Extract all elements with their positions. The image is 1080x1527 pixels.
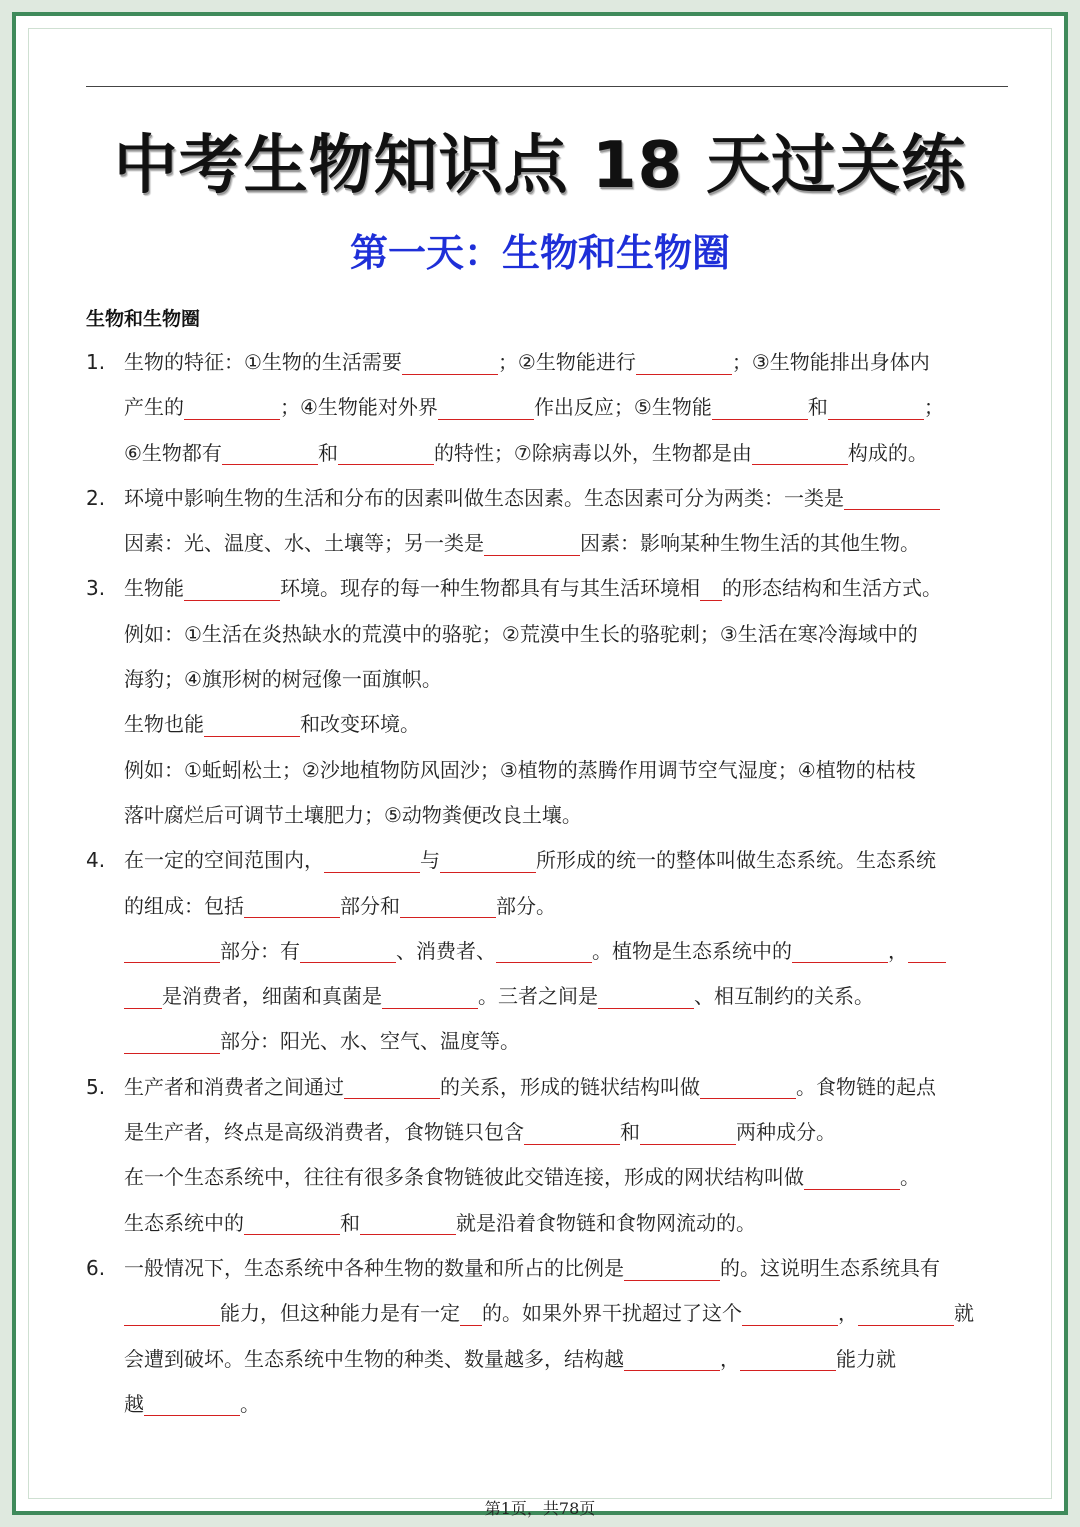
fill-blank — [184, 579, 280, 601]
text-line — [124, 748, 1006, 793]
text-segment: 构成的。 — [847, 440, 928, 465]
item-number: 2. — [86, 485, 106, 510]
text-segment: 和 — [620, 1120, 640, 1145]
text-segment: 的形态结构和生活方式。 — [722, 576, 942, 601]
text-line — [124, 566, 1006, 611]
fill-blank — [222, 443, 318, 465]
question-item — [86, 566, 1006, 838]
text-segment: 和改变环境。 — [300, 712, 420, 737]
fill-blank — [344, 1077, 440, 1099]
fill-blank — [752, 443, 848, 465]
fill-blank — [908, 941, 946, 963]
fill-blank — [740, 1349, 836, 1371]
item-number: 3. — [86, 576, 106, 601]
text-segment: 是生产者，终点是高级消费者，食物链只包含 — [124, 1120, 524, 1145]
fill-blank — [144, 1394, 240, 1416]
fill-blank — [440, 851, 536, 873]
fill-blank — [828, 398, 924, 420]
text-segment: 作出反应；⑤生物能 — [533, 395, 712, 420]
text-line — [124, 1201, 1006, 1246]
text-segment: 的组成：包括 — [124, 893, 244, 918]
text-segment: 落叶腐烂后可调节土壤肥力；⑤动物粪便改良土壤。 — [124, 802, 582, 827]
document-page — [12, 12, 1068, 1518]
text-segment: 就是沿着食物链和食物网流动的。 — [456, 1210, 756, 1235]
text-segment: 和 — [807, 395, 828, 420]
fill-blank — [700, 579, 722, 601]
text-line — [124, 1382, 1006, 1427]
fill-blank — [360, 1213, 456, 1235]
text-segment: 是消费者，细菌和真菌是 — [162, 984, 382, 1009]
item-body — [124, 1246, 1006, 1427]
text-segment: 。三者之间是 — [478, 984, 598, 1009]
text-segment: 部分。 — [496, 893, 556, 918]
fill-blank — [244, 896, 340, 918]
fill-blank — [402, 353, 498, 375]
fill-blank — [496, 941, 592, 963]
fill-blank — [438, 398, 534, 420]
fill-blank — [460, 1304, 482, 1326]
text-segment: 能力，但这种能力是有一定 — [220, 1301, 460, 1326]
item-body — [124, 476, 1006, 567]
fill-blank — [742, 1304, 838, 1326]
text-segment: 生物也能 — [124, 712, 204, 737]
fill-blank — [858, 1304, 954, 1326]
text-segment: 部分：阳光、水、空气、温度等。 — [220, 1029, 520, 1054]
fill-blank — [804, 1168, 900, 1190]
question-item — [86, 340, 1006, 476]
text-segment: 两种成分。 — [736, 1120, 836, 1145]
text-line — [124, 1291, 1006, 1336]
fill-blank — [124, 1032, 220, 1054]
text-segment: ⑥生物都有 — [124, 440, 222, 465]
text-segment: 能力就 — [836, 1346, 896, 1371]
text-segment: ， — [888, 938, 908, 963]
text-segment: 因素：影响某种生物生活的其他生物。 — [580, 531, 920, 556]
fill-blank — [640, 1123, 736, 1145]
fill-blank — [124, 941, 220, 963]
question-item — [86, 1065, 1006, 1246]
text-segment: 在一个生态系统中，往往有很多条食物链彼此交错连接，形成的网状结构叫做 — [124, 1165, 804, 1190]
text-line — [124, 476, 1006, 521]
item-body — [124, 838, 1006, 1064]
text-segment: 生物的特征：①生物的生活需要 — [124, 350, 402, 374]
text-segment: 生态系统中的 — [124, 1210, 244, 1235]
text-line — [124, 702, 1006, 747]
question-list — [86, 340, 1006, 1427]
text-segment: 。食物链的起点 — [796, 1074, 936, 1099]
fill-blank — [204, 715, 300, 737]
fill-blank — [184, 398, 280, 420]
item-number: 4. — [86, 848, 106, 873]
fill-blank — [124, 1304, 220, 1326]
text-segment: ， — [838, 1301, 858, 1326]
text-segment: 例如：①蚯蚓松土；②沙地植物防风固沙；③植物的蒸腾作用调节空气湿度；④植物的枯枝 — [124, 757, 916, 782]
text-line — [124, 431, 1006, 476]
item-number: 1. — [86, 350, 106, 374]
text-segment: 在一定的空间范围内， — [124, 848, 324, 873]
section-heading: 生物和生物圈 — [86, 308, 201, 330]
text-line — [124, 838, 1006, 883]
header-rule — [86, 86, 1008, 87]
text-segment: 的。如果外界干扰超过了这个 — [482, 1301, 742, 1326]
fill-blank — [844, 488, 940, 510]
text-line — [124, 385, 1006, 430]
text-line — [124, 657, 1006, 702]
fill-blank — [712, 398, 808, 420]
fill-blank — [338, 443, 434, 465]
text-line — [124, 793, 1006, 838]
text-line — [124, 1337, 1006, 1382]
text-segment: 越 — [124, 1391, 144, 1416]
fill-blank — [700, 1077, 796, 1099]
text-segment: 就 — [954, 1301, 974, 1326]
fill-blank — [624, 1349, 720, 1371]
text-segment: 。植物是生态系统中的 — [592, 938, 792, 963]
text-segment: 的。这说明生态系统具有 — [720, 1255, 940, 1280]
question-item — [86, 838, 1006, 1064]
text-segment: 海豹；④旗形树的树冠像一面旗帜。 — [124, 667, 442, 692]
text-segment: ， — [720, 1346, 740, 1371]
item-body — [124, 566, 1006, 838]
fill-blank — [624, 1259, 720, 1281]
text-segment: ；③生物能排出身体内 — [731, 350, 930, 374]
text-segment: 、相互制约的关系。 — [694, 984, 874, 1009]
item-number: 5. — [86, 1074, 106, 1099]
text-segment: 生物能 — [124, 576, 184, 601]
text-segment: 产生的 — [124, 395, 184, 420]
text-line — [124, 929, 1006, 974]
text-line — [124, 340, 1006, 385]
fill-blank — [598, 987, 694, 1009]
text-segment: 生产者和消费者之间通过 — [124, 1074, 344, 1099]
text-line — [124, 884, 1006, 929]
fill-blank — [636, 353, 732, 375]
text-line — [124, 1019, 1006, 1064]
text-line — [124, 1155, 1006, 1200]
text-segment: 会遭到破坏。生态系统中生物的种类、数量越多，结构越 — [124, 1346, 624, 1371]
text-segment: 。 — [240, 1391, 260, 1416]
page-number-footer: 第1页，共78页 — [484, 1499, 596, 1518]
text-segment: ；②生物能进行 — [497, 350, 636, 374]
fill-blank — [792, 941, 888, 963]
text-line — [124, 1246, 1006, 1291]
text-line — [124, 974, 1006, 1019]
text-segment: 部分：有 — [220, 938, 300, 963]
fill-blank — [484, 534, 580, 556]
question-item — [86, 1246, 1006, 1427]
fill-blank — [524, 1123, 620, 1145]
day-subtitle: 第一天：生物和生物圈 — [349, 231, 730, 275]
text-segment: 的关系，形成的链状结构叫做 — [440, 1074, 700, 1099]
text-segment: 环境中影响生物的生活和分布的因素叫做生态因素。生态因素可分为两类：一类是 — [124, 485, 844, 510]
text-segment: 的特性；⑦除病毒以外，生物都是由 — [433, 440, 752, 465]
fill-blank — [400, 896, 496, 918]
text-segment: 部分和 — [340, 893, 400, 918]
fill-blank — [124, 987, 162, 1009]
fill-blank — [382, 987, 478, 1009]
text-segment: ；④生物能对外界 — [280, 395, 438, 420]
fill-blank — [244, 1213, 340, 1235]
fill-blank — [300, 941, 396, 963]
text-segment: 所形成的统一的整体叫做生态系统。生态系统 — [536, 848, 936, 873]
text-line — [124, 1110, 1006, 1155]
main-title: 中考生物知识点 18 天过关练 — [113, 129, 967, 203]
text-segment: 和 — [317, 440, 338, 465]
text-segment: 和 — [340, 1210, 360, 1235]
text-segment: 因素：光、温度、水、土壤等；另一类是 — [124, 531, 484, 556]
text-segment: 、消费者、 — [396, 938, 496, 963]
text-segment: 与 — [420, 848, 440, 873]
text-segment: 环境。现存的每一种生物都具有与其生活环境相 — [280, 576, 700, 601]
text-segment: 一般情况下，生态系统中各种生物的数量和所占的比例是 — [124, 1255, 624, 1280]
fill-blank — [324, 851, 420, 873]
text-line — [124, 612, 1006, 657]
text-line — [124, 1065, 1006, 1110]
item-body — [124, 340, 1006, 476]
text-line — [124, 521, 1006, 566]
item-number: 6. — [86, 1255, 106, 1280]
question-item — [86, 476, 1006, 567]
text-segment: 。 — [900, 1165, 920, 1190]
text-segment: ； — [923, 395, 944, 420]
text-segment: 例如：①生活在炎热缺水的荒漠中的骆驼；②荒漠中生长的骆驼刺；③生活在寒冷海域中的 — [124, 621, 918, 646]
item-body — [124, 1065, 1006, 1246]
